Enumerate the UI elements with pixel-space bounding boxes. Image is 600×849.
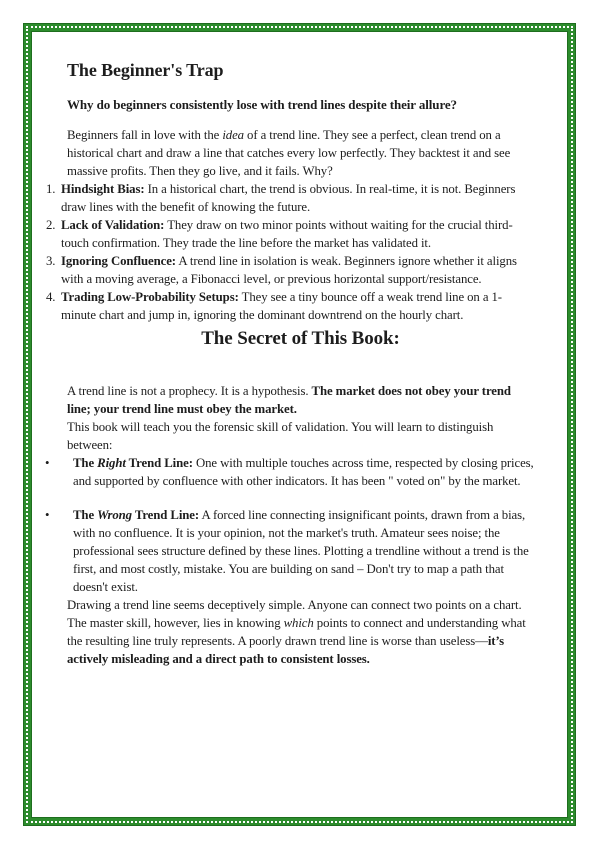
list-item-text [61, 252, 534, 288]
secret-heading: The Secret of This Book: [201, 328, 400, 349]
text-segment: which [283, 616, 314, 630]
list-marker: 3. [46, 254, 56, 268]
list-marker: • [45, 456, 50, 470]
list-item-text [61, 216, 534, 252]
list-item [46, 216, 534, 252]
text-segment: In a historical chart, the trend is obvious. In real-time, it is not. Beginners draw lines with the benefit of knowing the future. [61, 182, 516, 214]
text-segment: A trend line in isolation is weak. Beginners ignore whether it aligns with a moving average, a Fibonacci level, or previous horizontal support/resistance. [61, 254, 517, 286]
intro-paragraph [67, 126, 534, 180]
text-segment: A forced line connecting insignificant points, drawn from a bias, with no confluence. It is your opinion, not the market's truth. Amateur sees noise; the professional sees structure defined by these lines. Plotting a trendline without a trend is the first, and most costly, mistake. You are building on sand – Don't try to map a path that doesn't exist. [73, 508, 529, 594]
list-item-text [61, 288, 534, 324]
list-marker: 2. [46, 218, 56, 232]
list-item [46, 288, 534, 324]
text-segment: Wrong [97, 508, 132, 522]
text-segment: Right [97, 456, 126, 470]
hypothesis-paragraph [67, 382, 534, 418]
page-content [31, 31, 568, 818]
text-segment: Trend Line: [125, 456, 193, 470]
teach-paragraph [67, 418, 534, 454]
text-segment: Hindsight Bias: [61, 182, 145, 196]
list-marker: 4. [46, 290, 56, 304]
text-segment: points to connect and understanding what the resulting line truly represents. A poorly drawn trend line is worse than useless— [67, 616, 526, 648]
trend-line-types-list [45, 454, 534, 596]
text-segment: idea [222, 128, 244, 142]
text-segment: Beginners fall in love with the [67, 128, 223, 142]
list-marker: 1. [46, 182, 56, 196]
closing-paragraph [67, 596, 534, 668]
text-segment: One with multiple touches across time, respected by closing prices, and supported by confluence with other indicators. It has been " voted on" by the market. [73, 456, 534, 488]
text-segment: Trend Line: [131, 508, 200, 522]
page-title: The Beginner's Trap [67, 60, 224, 80]
text-segment: Drawing a trend line seems deceptively simple. Anyone can connect two points on a chart. The master skill, however, lies in knowing [67, 598, 522, 630]
list-item [45, 506, 534, 596]
text-segment: Trading Low-Probability Setups: [61, 290, 239, 304]
list-item-text [73, 454, 534, 490]
text-segment: Lack of Validation: [61, 218, 165, 232]
list-item [46, 252, 534, 288]
text-segment: They draw on two minor points without waiting for the crucial third-touch confirmation. They trade the line before the market has validated it. [61, 218, 513, 250]
list-item [46, 180, 534, 216]
beginner-mistakes-list [46, 180, 534, 324]
text-segment: of a trend line. They see a perfect, clean trend on a historical chart and draw a line that catches every low perfectly. They backtest it and see massive profits. Then they go live, and it fails. Why? [67, 128, 511, 178]
text-segment: The [73, 508, 98, 522]
text-segment: They see a tiny bounce off a weak trend line on a 1-minute chart and jump in, ignoring the dominant downtrend on the hourly chart. [61, 290, 502, 322]
list-item-text [73, 506, 534, 596]
section-question: Why do beginners consistently lose with trend lines despite their allure? [67, 97, 457, 112]
list-item [45, 454, 534, 490]
text-segment: A trend line is not a prophecy. It is a hypothesis. [67, 384, 312, 398]
text-segment: This book will teach you the forensic skill of validation. You will learn to distinguish between: [67, 420, 494, 452]
text-segment: The market does not obey your trend line; your trend line must obey the market. [67, 384, 511, 416]
text-segment: it’s actively misleading and a direct path to consistent losses. [67, 634, 505, 666]
list-item-text [61, 180, 534, 216]
list-marker: • [45, 508, 50, 522]
text-segment: Ignoring Confluence: [61, 254, 176, 268]
text-segment: The [73, 456, 98, 470]
